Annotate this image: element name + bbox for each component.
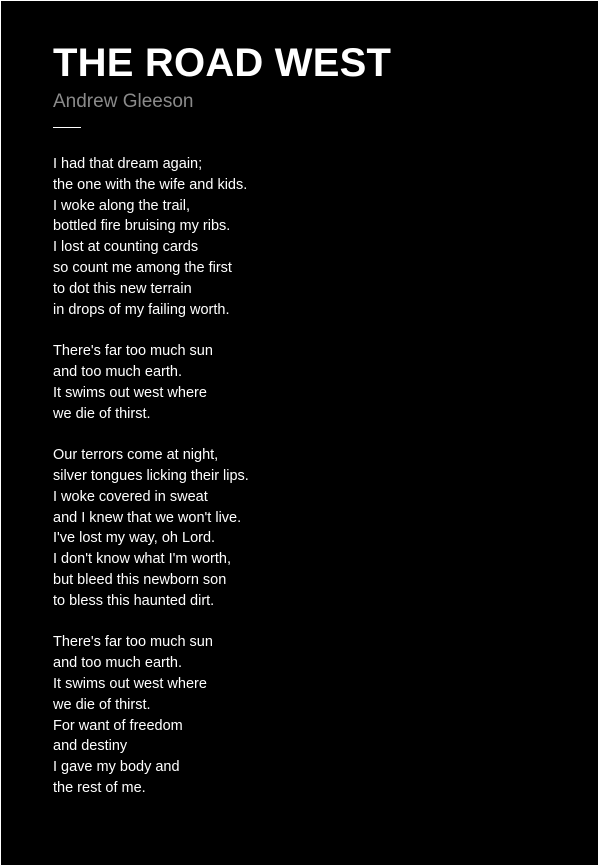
poem-line: It swims out west where [53,675,207,692]
poem-line: There's far too much sun [53,343,213,360]
poem-line: in drops of my failing worth. [53,301,230,318]
poem-line: but bleed this newborn son [53,571,227,588]
poem-line: I don't know what I'm worth, [53,551,232,568]
poem-line: silver tongues licking their lips. [53,467,249,484]
poem-line: I lost at counting cards [53,239,199,256]
poem-line: and destiny [53,738,128,755]
title-divider [53,127,81,128]
stanza-1 [53,154,578,320]
poem-line: bottled fire bruising my ribs. [53,218,231,235]
poem-line: For want of freedom [53,717,183,734]
poem-line: the one with the wife and kids. [53,176,248,193]
poem-line: and too much earth. [53,363,182,380]
poem-line: It swims out west where [53,384,207,401]
poem-line: the rest of me. [53,779,146,796]
poem-line: we die of thirst. [53,696,151,713]
stanza-4 [53,632,578,798]
poem-line: There's far too much sun [53,634,213,651]
poem-line: and too much earth. [53,655,182,672]
poem-line: we die of thirst. [53,405,151,422]
poem-line: to bless this haunted dirt. [53,592,215,609]
poem-line: I woke covered in sweat [53,488,208,505]
stanza-2 [53,341,578,424]
stanza-3 [53,445,578,611]
poem-line: I woke along the trail, [53,197,191,214]
poster [1,1,598,865]
poem-line: and I knew that we won't live. [53,509,242,526]
poem-line: I had that dream again; [53,156,203,172]
poem-content [53,39,578,820]
poem-title: THE ROAD WEST [53,41,392,85]
poem-line: I've lost my way, oh Lord. [53,530,216,547]
poem-body [53,154,578,799]
poem-line: I gave my body and [53,759,180,776]
poem-line: to dot this new terrain [53,280,192,297]
poem-line: so count me among the first [53,259,232,276]
poem-author: Andrew Gleeson [53,91,194,112]
poem-line: Our terrors come at night, [53,447,219,464]
